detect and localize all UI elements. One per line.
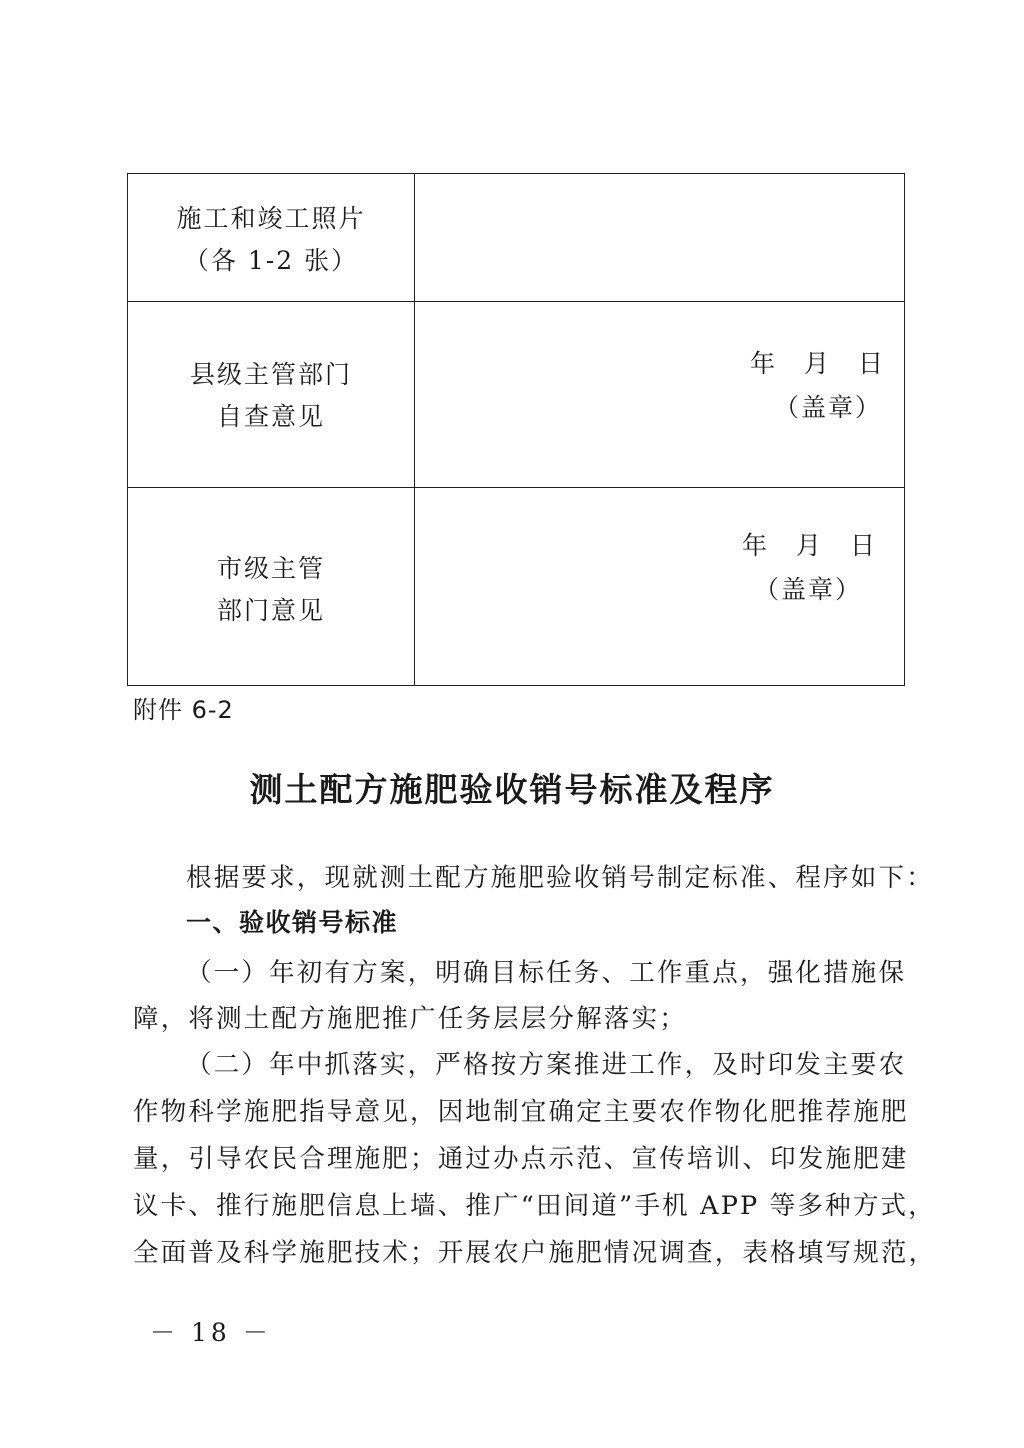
table-row-city-opinion: [128, 488, 904, 685]
body-line: 障，将测土配方施肥推广任务层层分解落实；: [133, 1004, 688, 1034]
label-line: 施工和竣工照片: [176, 204, 366, 233]
row-label-photos: [128, 198, 414, 282]
row-label-county: [128, 354, 414, 438]
county-stamp-line: （盖章）: [774, 393, 883, 422]
body-intro: 根据要求，现就测土配方施肥验收销号制定标准、程序如下：: [186, 863, 934, 893]
body-line: （一）年初有方案，明确目标任务、工作重点，强化措施保: [186, 958, 907, 988]
body-line: 全面普及科学施肥技术；开展农户施肥情况调查，表格填写规范，: [133, 1238, 937, 1268]
label-line: 部门意见: [216, 596, 325, 625]
body-line: 议卡、推行施肥信息上墙、推广“田间道”手机 APP 等多种方式，: [133, 1191, 936, 1221]
page-number: － 18 －: [150, 1318, 272, 1347]
table-row-photos: [128, 174, 904, 302]
city-stamp-line: （盖章）: [754, 575, 863, 604]
county-date-line: 年 月 日: [750, 349, 886, 378]
label-line: （各 1-2 张）: [183, 246, 359, 275]
table-row-county-opinion: [128, 302, 904, 488]
row-label-city: [128, 548, 414, 632]
document-title: 测土配方施肥验收销号标准及程序: [249, 770, 775, 809]
body-line: 量，引导农民合理施肥；通过办点示范、宣传培训、印发施肥建: [133, 1144, 909, 1174]
label-line: 市级主管: [216, 554, 325, 583]
acceptance-form-table: [127, 173, 905, 686]
body-line: （二）年中抓落实，严格按方案推进工作，及时印发主要农: [186, 1050, 907, 1080]
label-line: 县级主管部门: [189, 360, 352, 389]
label-line: 自查意见: [216, 402, 325, 431]
body-line: 作物科学施肥指导意见，因地制宜确定主要农作物化肥推荐施肥: [133, 1097, 909, 1127]
section-heading: 一、验收销号标准: [186, 908, 399, 937]
city-date-line: 年 月 日: [742, 531, 878, 560]
attachment-label: 附件 6-2: [133, 696, 234, 724]
